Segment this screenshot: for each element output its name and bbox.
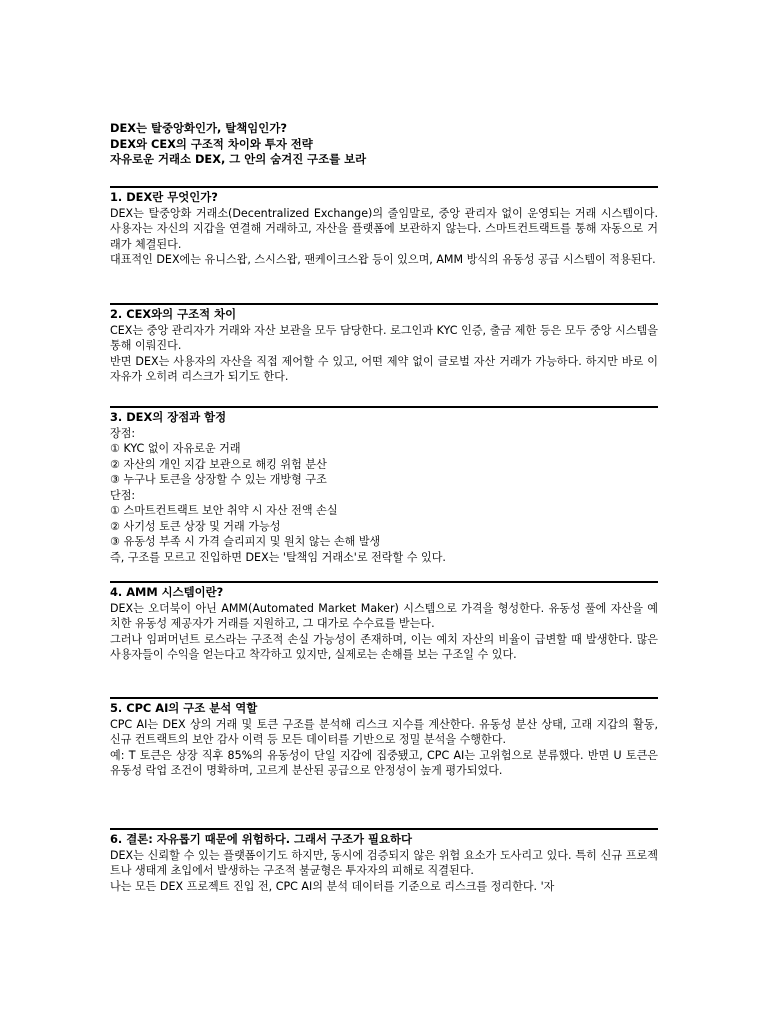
section-divider — [110, 406, 658, 408]
section-2 — [110, 303, 658, 385]
section-heading: 6. 결론: 자유롭기 때문에 위험하다. 그래서 구조가 필요하다 — [110, 832, 412, 846]
section-heading: 5. CPC AI의 구조 분석 역할 — [110, 701, 258, 715]
section-divider — [110, 828, 658, 830]
list-item: ③ 누구나 토큰을 상장할 수 있는 개방형 구조 — [110, 473, 327, 486]
list-item: ③ 유동성 부족 시 가격 슬리피지 및 원치 않는 손해 발생 — [110, 535, 381, 548]
paragraph-cut-off: 나는 모든 DEX 프로젝트 진입 전, CPC AI의 분석 데이터를 기준으로 리스크를 정리한다. '자 — [110, 879, 555, 893]
list-item: ② 사기성 토큰 상장 및 거래 가능성 — [110, 519, 281, 533]
document-title-block — [110, 121, 658, 168]
subtitle: DEX와 CEX의 구조적 차이와 투자 전략 — [110, 136, 313, 151]
section-divider — [110, 186, 658, 188]
section-6 — [110, 828, 658, 894]
paragraph: 예: T 토큰은 상장 직후 85%의 유동성이 단일 지갑에 집중됐고, CPC AI는 고위험으로 분류했다. 반면 U 토큰은 유동성 락업 조건이 명확하며, 고르게 분산된 공급으로 안정성이 높게 평가되었다. — [110, 748, 658, 777]
paragraph: 반면 DEX는 사용자의 자산을 직접 제어할 수 있고, 어떤 제약 없이 글로벌 자산 거래가 가능하다. 하지만 바로 이 자유가 오히려 리스크가 되기도 한다. — [110, 354, 658, 383]
section-4 — [110, 581, 658, 663]
pros-label: 장점: — [110, 426, 136, 440]
section-heading: 3. DEX의 장점과 함정 — [110, 410, 227, 424]
paragraph: 그러나 임퍼머넌트 로스라는 구조적 손실 가능성이 존재하며, 이는 예치 자산의 비율이 급변할 때 발생한다. 많은 사용자들이 수익을 얻는다고 착각하고 있지만, 실제로는 손해를 보는 구조일 수 있다. — [110, 632, 658, 661]
section-heading: 1. DEX란 무엇인가? — [110, 190, 218, 204]
list-item: ② 자산의 개인 지갑 보관으로 해킹 위험 분산 — [110, 457, 327, 471]
paragraph: 대표적인 DEX에는 유니스왑, 스시스왑, 팬케이크스왑 등이 있으며, AMM 방식의 유동성 공급 시스템이 적용된다. — [110, 253, 656, 266]
section-divider — [110, 697, 658, 699]
list-item: ① 스마트컨트랙트 보안 취약 시 자산 전액 손실 — [110, 504, 338, 517]
paragraph: CPC AI는 DEX 상의 거래 및 토큰 구조를 분석해 리스크 지수를 계산한다. 유동성 분산 상태, 고래 지갑의 활동, 신규 컨트랙트의 보안 감사 이력 등 모든 데이터를 기반으로 정밀 분석을 수행한다. — [110, 717, 658, 746]
document-page — [110, 121, 658, 893]
paragraph: CEX는 중앙 관리자가 거래와 자산 보관을 모두 담당한다. 로그인과 KYC 인증, 출금 제한 등은 모두 중앙 시스템을 통해 이뤄진다. — [110, 323, 658, 352]
paragraph: DEX는 신뢰할 수 있는 플랫폼이기도 하지만, 동시에 검증되지 않은 위험 요소가 도사리고 있다. 특히 신규 프로젝트나 생태계 초입에서 발생하는 구조적 불균형은 투자자의 피해로 직결된다. — [110, 848, 658, 877]
main-title: DEX는 탈중앙화인가, 탈책임인가? — [110, 121, 287, 135]
cons-label: 단점: — [110, 488, 136, 502]
section-5 — [110, 697, 658, 779]
section-heading: 2. CEX와의 구조적 차이 — [110, 307, 237, 321]
section-divider — [110, 581, 658, 583]
section-heading: 4. AMM 시스템이란? — [110, 585, 224, 599]
paragraph: DEX는 오더북이 아닌 AMM(Automated Market Maker) 시스템으로 가격을 형성한다. 유동성 풀에 자산을 예치한 유동성 제공자가 거래를 지원하고, 그 대가로 수수료를 받는다. — [110, 601, 658, 630]
summary-text: 즉, 구조를 모르고 진입하면 DEX는 '탈책임 거래소'로 전락할 수 있다. — [110, 550, 446, 564]
section-1 — [110, 186, 658, 268]
section-divider — [110, 303, 658, 305]
section-3 — [110, 406, 658, 565]
tagline: 자유로운 거래소 DEX, 그 안의 숨겨진 구조를 보라 — [110, 152, 367, 166]
list-item: ① KYC 없이 자유로운 거래 — [110, 442, 241, 455]
paragraph: DEX는 탈중앙화 거래소(Decentralized Exchange)의 줄임말로, 중앙 관리자 없이 운영되는 거래 시스템이다. 사용자는 자신의 지갑을 연결해 거래하고, 자산을 플랫폼에 보관하지 않는다. 스마트컨트랙트를 통해 자동으로 거래가 체결된다. — [110, 206, 658, 251]
